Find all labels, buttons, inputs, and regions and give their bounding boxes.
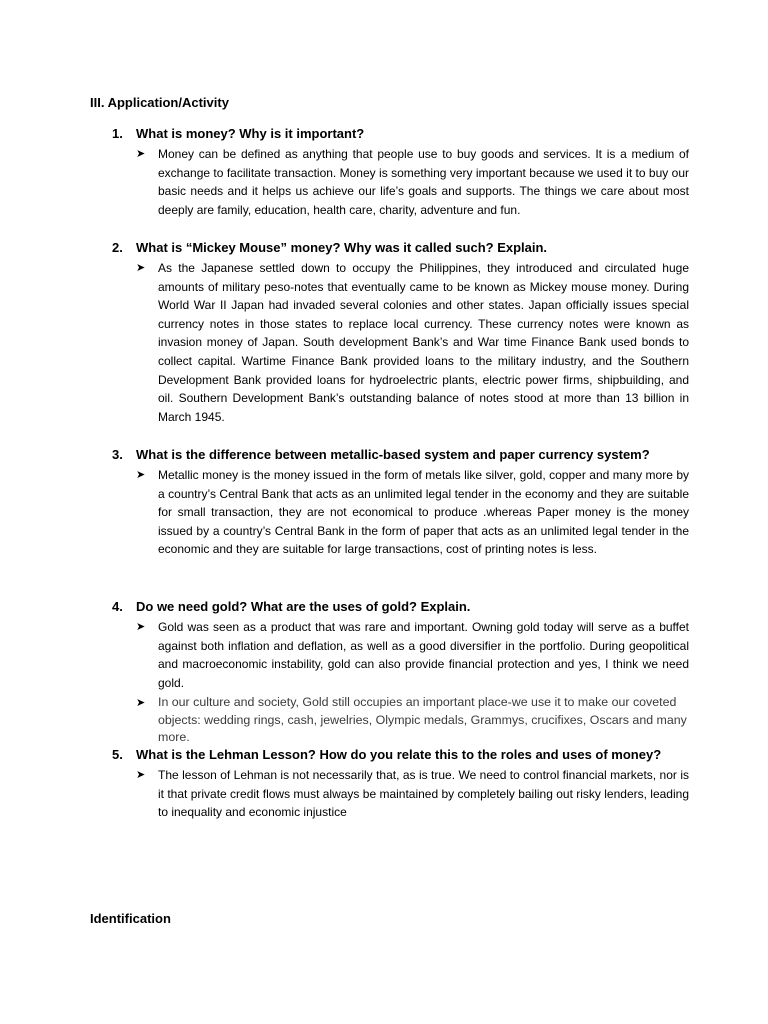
question-label [112,598,470,616]
answer-text: Money can be defined as anything that people use to buy goods and services. It is a medium of exchange to facilitate transaction. Money is something very important because we used it to buy our basic needs and it helps us achieve our life’s goals and supports. The things we care about most deeply are family, education, health care, charity, adventure and fun. [158,147,689,217]
question-label [112,239,547,257]
answer-item [136,766,689,822]
answer-text: Gold was seen as a product that was rare and important. Owning gold today will serve as a buffet against both inflation and deflation, as well as a good diversifier in the portfolio. During geopolitical and macroeconomic instability, gold can also provide financial protection and yes, I think we need gold. [158,620,689,690]
answer-text: In our culture and society, Gold still occupies an important place-we use it to make our coveted objects: wedding rings, cash, jewelries, Olympic medals, Grammys, crucifixes, Oscars and many more. [158,695,687,744]
question-text: What is the difference between metallic-based system and paper currency system? [136,447,650,462]
answer-text: The lesson of Lehman is not necessarily that, as is true. We need to control financial markets, nor is it that private credit flows must always be maintained by completely bailing out risky lenders, leading to inequality and economic injustice [158,768,689,820]
question-label [112,446,650,464]
arrow-bullet-icon: ➤ [136,621,146,633]
arrow-bullet-icon: ➤ [136,769,146,781]
question-text: What is the Lehman Lesson? How do you relate this to the roles and uses of money? [136,747,662,762]
question-text: What is money? Why is it important? [136,126,365,141]
question-number: 3. [112,447,123,462]
arrow-bullet-icon: ➤ [136,469,146,481]
answer-text: As the Japanese settled down to occupy the Philippines, they introduced and circulated huge amounts of military peso-notes that eventually came to be known as Mickey mouse money. During World War II Japan had invaded several colonies and other states. Japan officially issues special currency notes in those states to replace local currency. These currency notes were known as invasion money of Japan. South development Bank’s and War time Finance Bank used bonds to collect capital. Wartime Finance Bank provided loans to the military industry, and the Southern Development Bank provided loans for hydroelectric plants, electric power firms, shipbuilding, and oil. Southern Development Bank’s outstanding balance of notes stood at more than 13 billion in March 1945. [158,261,689,424]
question-number: 2. [112,240,123,255]
arrow-bullet-icon: ➤ [136,262,146,274]
question-number: 5. [112,747,123,762]
answer-text: Metallic money is the money issued in the form of metals like silver, gold, copper and many more by a country’s Central Bank that acts as an unlimited legal tender in the economy and they are suitable for small transaction, they are not economical to produce .whereas Paper money is the money issued by a country’s Central Bank in the form of paper that acts as an unlimited legal tender in the economic and they are suitable for large transactions, cost of printing notes is less. [158,468,689,557]
answer-item [136,466,689,559]
question-label [112,125,364,143]
answer-item [136,694,689,747]
question-number: 4. [112,599,123,614]
identification-title: Identification [90,911,171,926]
question-text: Do we need gold? What are the uses of gold? Explain. [136,599,471,614]
section-title: III. Application/Activity [90,95,229,110]
arrow-bullet-icon: ➤ [136,148,146,160]
answer-item [136,259,689,426]
arrow-bullet-icon: ➤ [136,697,146,709]
question-text: What is “Mickey Mouse” money? Why was it called such? Explain. [136,240,548,255]
question-number: 1. [112,126,123,141]
answer-item [136,618,689,692]
answer-item [136,145,689,219]
question-label [112,746,661,764]
